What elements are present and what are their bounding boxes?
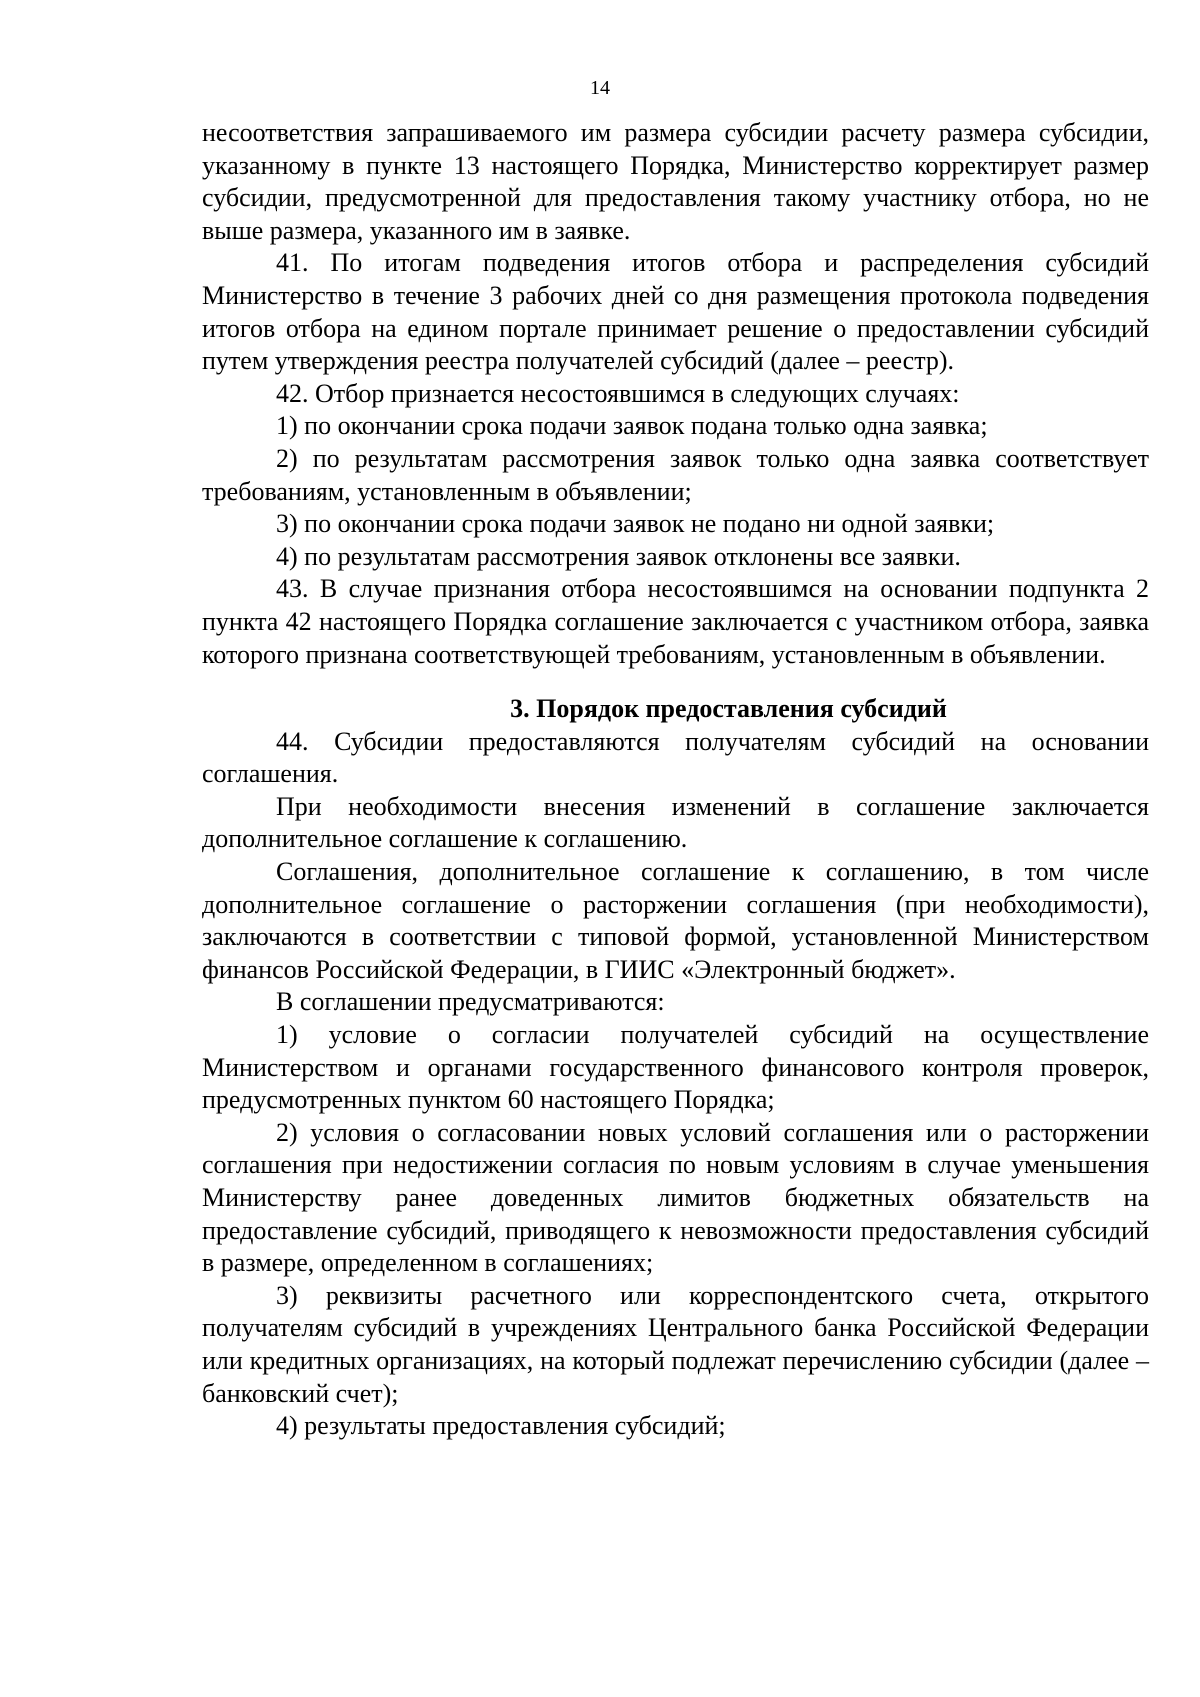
section-heading: 3. Порядок предоставления субсидий (510, 694, 947, 724)
subitem-42-2: 2) по результатам рассмотрения заявок только одна заявка соответствует требованиям, установленным в объявлении; (202, 443, 1149, 506)
provision-item-1: 1) условие о согласии получателей субсидий на осуществление Министерством и органами государственного финансового контроля проверок, предусмотренных пунктом 60 настоящего Порядка; (202, 1020, 1149, 1115)
provision-item-3: 3) реквизиты расчетного или корреспондентского счета, открытого получателям субсидий в учреждениях Центрального банка Российской Федерации или кредитных организациях, на который подлежат перечислению субсидии (далее – банковский счет); (202, 1280, 1149, 1408)
paragraph-continuation: несоответствия запрашиваемого им размера субсидии расчету размера субсидии, указанному в пункте 13 настоящего Порядка, Министерство корректирует размер субсидии, предусмотренной для предоставления такому участнику отбора, но не выше размера, указанного им в заявке. (202, 118, 1149, 245)
paragraph-agreement-form: Соглашения, дополнительное соглашение к соглашению, в том числе дополнительное соглашение о расторжении соглашения (при необходимости), заключаются в соответствии с типовой формой, установленной Министерством финансов Российской Федерации, в ГИИС «Электронный бюджет». (202, 857, 1149, 984)
provision-item-2: 2) условия о согласовании новых условий соглашения или о расторжении соглашения при недостижении согласия по новым условиям в случае уменьшения Министерству ранее доведенных лимитов бюджетных обязательств на предоставление субсидий, приводящего к невозможности предоставления субсидий в размере, определенном в соглашениях; (202, 1117, 1149, 1278)
paragraph-item-41: 41. По итогам подведения итогов отбора и распределения субсидий Министерство в течение 3 рабочих дней со дня размещения протокола подведения итогов отбора на едином портале принимает решение о предоставлении субсидий путем утверждения реестра получателей субсидий (далее – реестр). (202, 248, 1149, 376)
paragraph-amendments: При необходимости внесения изменений в соглашение заключается дополнительное соглашение к соглашению. (202, 791, 1149, 854)
document-body (202, 117, 1149, 1443)
paragraph-item-42: 42. Отбор признается несостоявшимся в следующих случаях: (276, 378, 960, 408)
provision-item-4: 4) результаты предоставления субсидий; (276, 1411, 726, 1441)
paragraph-item-44: 44. Субсидии предоставляются получателям субсидий на основании соглашения. (202, 726, 1149, 789)
page-number: 14 (590, 77, 610, 99)
subitem-42-1: 1) по окончании срока подачи заявок подана только одна заявка; (276, 411, 988, 441)
subitem-42-3: 3) по окончании срока подачи заявок не подано ни одной заявки; (276, 509, 995, 539)
paragraph-item-43: 43. В случае признания отбора несостоявшимся на основании подпункта 2 пункта 42 настоящего Порядка соглашение заключается с участником отбора, заявка которого признана соответствующей требованиям, установленным в объявлении. (202, 574, 1149, 669)
paragraph-agreement-provisions: В соглашении предусматриваются: (276, 987, 665, 1017)
subitem-42-4: 4) по результатам рассмотрения заявок отклонены все заявки. (276, 541, 961, 571)
